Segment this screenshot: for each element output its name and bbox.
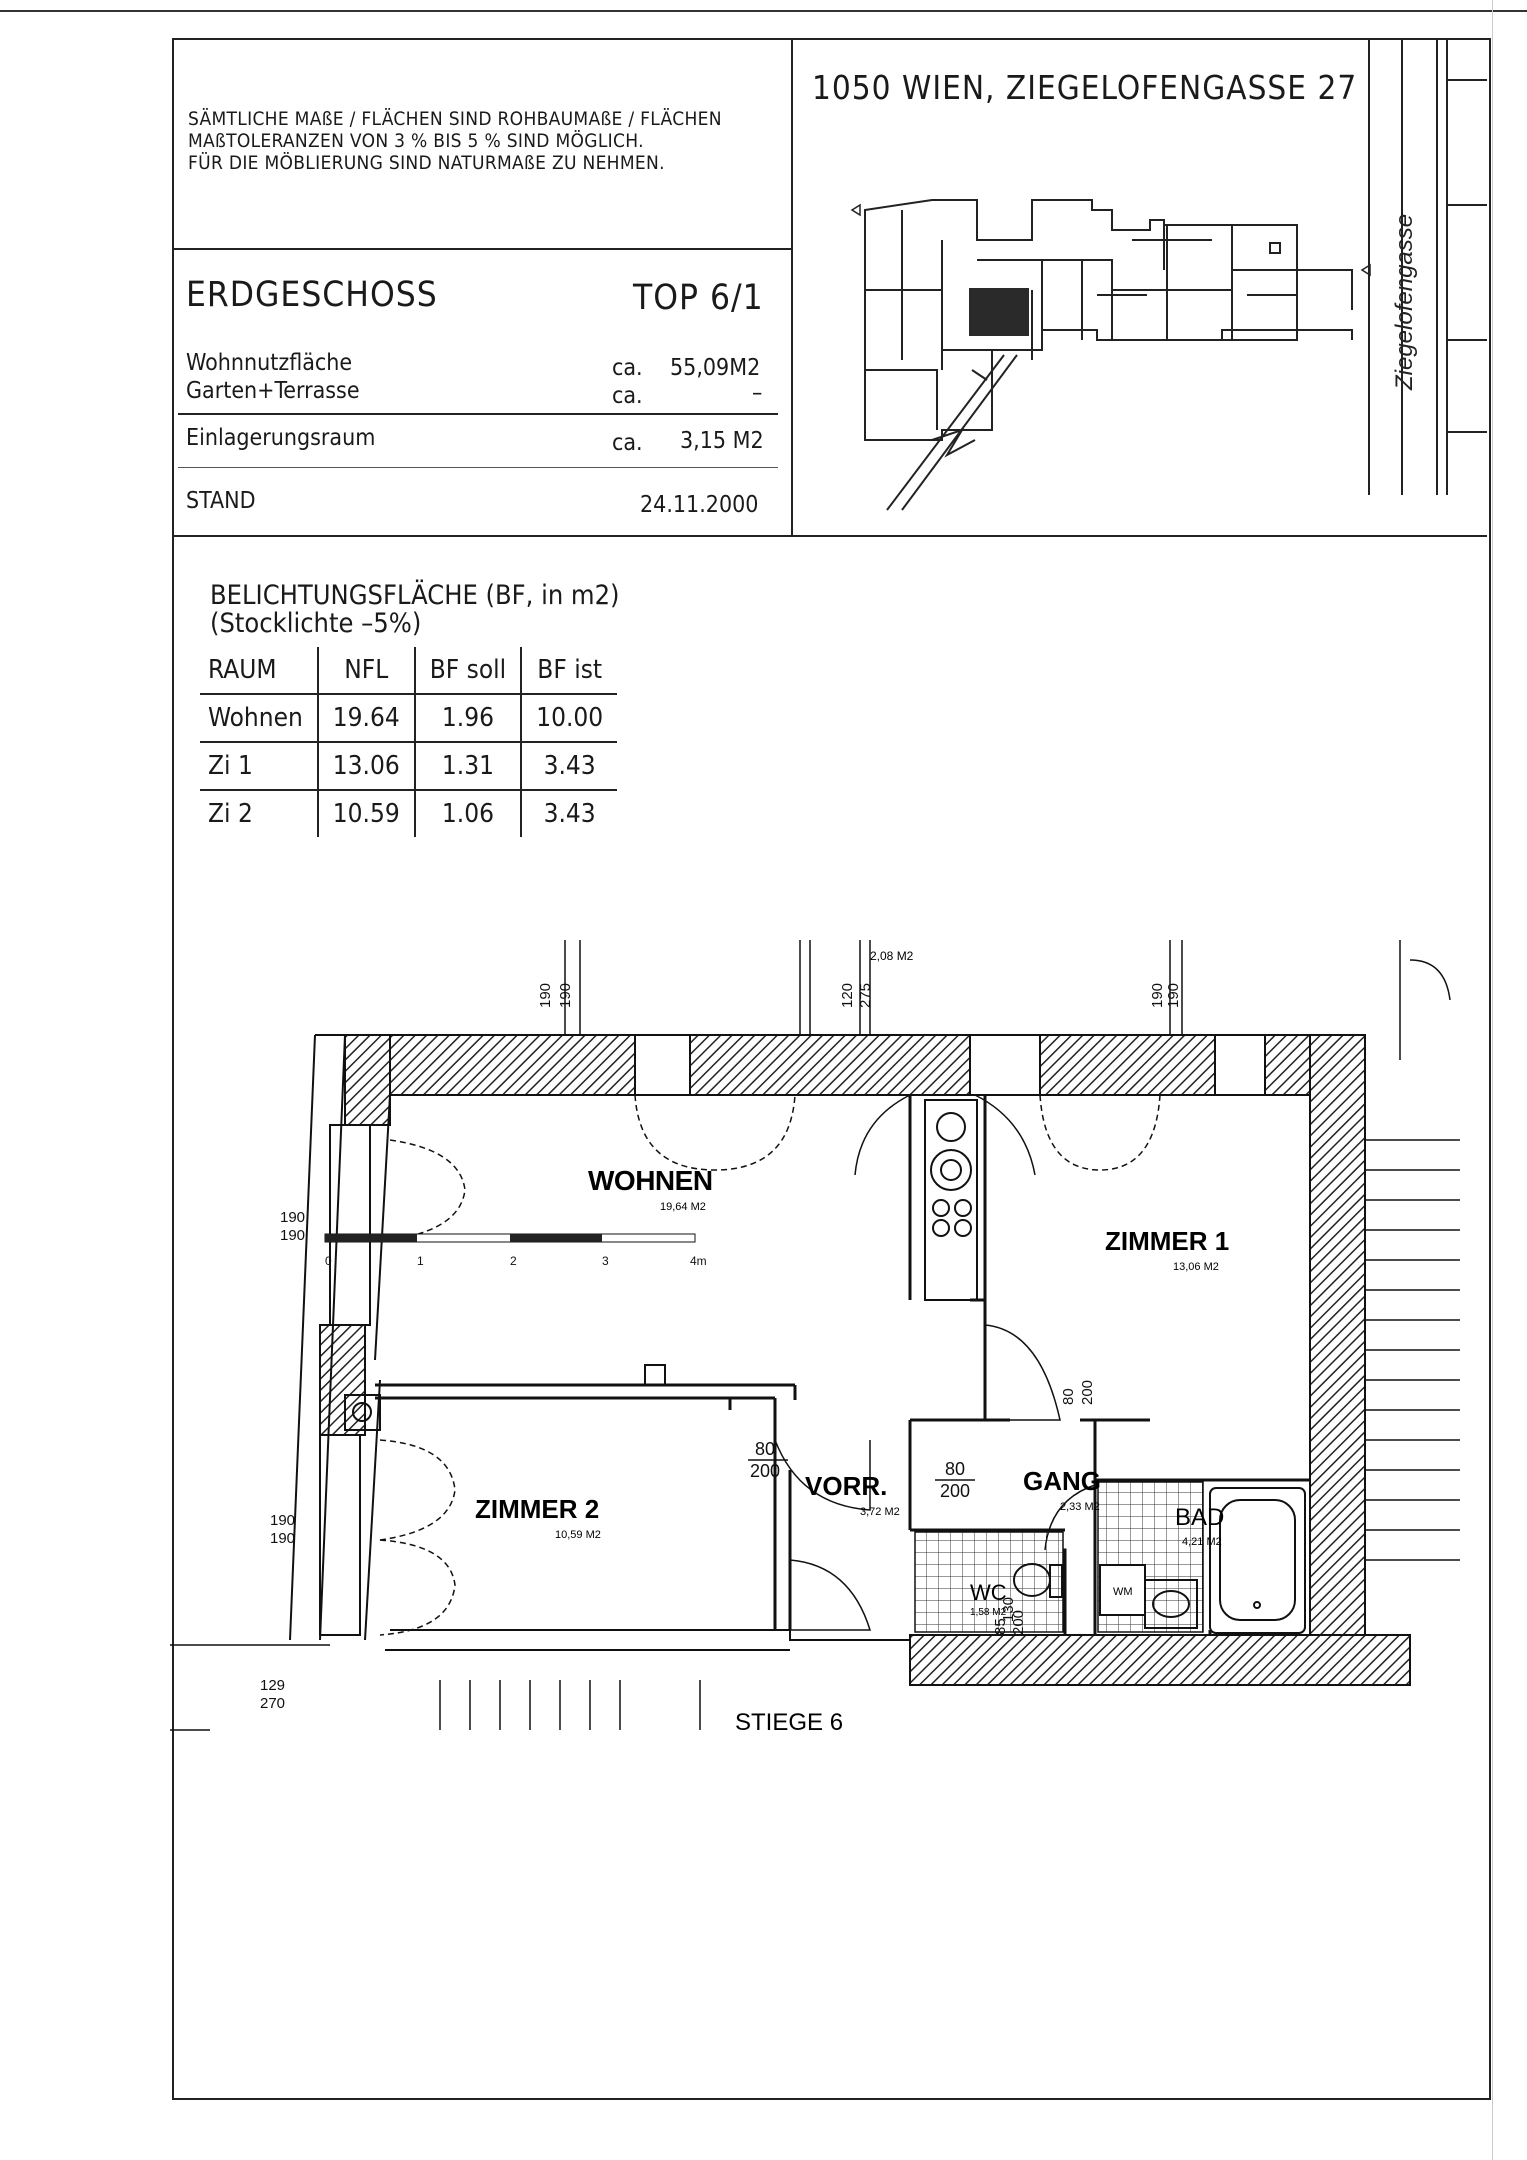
scale-tick: 0 (325, 1254, 332, 1268)
room-gang: GANG (1023, 1466, 1101, 1496)
loggia-area: 2,08 M2 (870, 949, 914, 963)
room-vorr-area: 3,72 M2 (860, 1506, 900, 1518)
bf-subtitle: (Stocklichte –5%) (210, 608, 422, 639)
street-name: Ziegelofengasse (1391, 213, 1418, 390)
bf-col-ist: BF ist (537, 655, 603, 685)
einlagerung-ca: ca. (612, 430, 643, 456)
stand-date: 24.11.2000 (640, 492, 759, 518)
dim-label: 190 (280, 1209, 306, 1226)
bf-cell: 10.00 (536, 703, 604, 733)
garten-label: Garten+Terrasse (186, 378, 360, 404)
room-zimmer2-area: 10,59 M2 (555, 1529, 601, 1541)
top-edge-line (0, 10, 1527, 12)
bf-col-nfl: NFL (318, 647, 415, 694)
dim-label: 190 (270, 1530, 296, 1547)
room-gang-area: 2,33 M2 (1060, 1501, 1100, 1513)
room-zimmer1: ZIMMER 1 (1105, 1226, 1230, 1256)
note-line-3: FÜR DIE MÖBLIERUNG SIND NATURMAßE ZU NEHMEN. (188, 152, 665, 174)
dim-label: 120 (839, 982, 856, 1008)
site-plan (792, 40, 1487, 535)
room-wohnen-area: 19,64 M2 (660, 1201, 706, 1213)
stand-divider (178, 467, 778, 468)
dim-label: 80 (1060, 1388, 1077, 1405)
einlagerung-label: Einlagerungsraum (186, 425, 376, 451)
measurement-note (188, 108, 768, 174)
scale-tick: 1 (417, 1254, 424, 1268)
bf-header-row (200, 647, 617, 694)
dim-label: 130 (1000, 1596, 1017, 1622)
bf-cell: 3.43 (543, 799, 596, 829)
dim-label: 200 (940, 1481, 971, 1501)
floor-plan (170, 940, 1480, 1740)
dim-label: 275 (857, 982, 874, 1008)
stand-label: STAND (186, 488, 256, 514)
dim-label: 190 (280, 1227, 306, 1244)
room-wohnen: WOHNEN (588, 1165, 713, 1196)
scale-tick: 4m (690, 1254, 707, 1268)
room-bad-area: 4,21 M2 (1182, 1536, 1222, 1548)
kitchen-counter (925, 1100, 977, 1300)
wm-label: WM (1113, 1586, 1133, 1598)
stiege-label: STIEGE 6 (735, 1709, 844, 1736)
dim-label: 270 (260, 1695, 286, 1712)
unit-number: TOP 6/1 (633, 278, 764, 318)
bf-cell: 3.43 (543, 751, 596, 781)
walls-hatched (320, 1035, 1410, 1685)
dim-label: 129 (260, 1677, 286, 1694)
dim-label: 190 (270, 1512, 296, 1529)
table-row (200, 790, 617, 837)
dim-label: 190 (1149, 982, 1166, 1008)
room-bad: BAD (1175, 1504, 1225, 1531)
dim-label: 190 (1165, 982, 1182, 1008)
dim-label: 200 (1010, 1609, 1027, 1635)
dim-label: 85 (992, 1618, 1009, 1635)
bf-cell: Zi 2 (200, 790, 318, 837)
room-zimmer2: ZIMMER 2 (475, 1494, 600, 1524)
street-lines (1369, 40, 1487, 495)
bf-cell: Wohnen (200, 694, 318, 742)
bf-cell: 13.06 (318, 742, 415, 790)
room-zimmer1-area: 13,06 M2 (1173, 1261, 1219, 1273)
dim-label: 190 (557, 982, 574, 1008)
garten-value: – (752, 380, 763, 406)
garten-ca: ca. (612, 383, 643, 409)
header-divider (172, 535, 1487, 537)
room-wc: WC (970, 1580, 1007, 1605)
note-line-2: MAßTOLERANZEN VON 3 % BIS 5 % SIND MÖGLICH. (188, 130, 644, 152)
dim-label: 200 (750, 1461, 781, 1481)
area-divider (178, 413, 778, 415)
scale-tick: 3 (602, 1254, 609, 1268)
bf-col-raum: RAUM (200, 647, 318, 694)
scale-bar (325, 1234, 695, 1242)
address: 1050 WIEN, ZIEGELOFENGASSE 27 (812, 68, 1358, 107)
unit-highlight (969, 288, 1029, 336)
einlagerung-value: 3,15 M2 (680, 428, 764, 454)
note-line-1: SÄMTLICHE MAßE / FLÄCHEN SIND ROHBAUMAßE / FLÄCHEN (188, 108, 722, 130)
site-buildings (865, 200, 1352, 440)
bf-table (200, 647, 617, 837)
north-arrow (887, 355, 1017, 510)
dim-label: 80 (755, 1439, 776, 1459)
bf-cell: 1.06 (415, 790, 521, 837)
bf-cell: 1.31 (415, 742, 521, 790)
bf-cell: 10.59 (318, 790, 415, 837)
dim-label: 80 (945, 1459, 966, 1479)
bf-title: BELICHTUNGSFLÄCHE (BF, in m2) (210, 580, 620, 611)
wohnnutzflaeche-value: 55,09M2 (670, 355, 761, 381)
bf-cell: Zi 1 (200, 742, 318, 790)
room-vorr: VORR. (805, 1471, 888, 1501)
floor-title: ERDGESCHOSS (186, 275, 438, 315)
room-wc-area: 1,58 M2 (970, 1607, 1007, 1618)
bf-cell: 1.96 (415, 694, 521, 742)
wohnnutzflaeche-label: Wohnnutzfläche (186, 350, 353, 376)
bf-col-soll: BF soll (415, 647, 521, 694)
table-row (200, 694, 617, 742)
bf-cell: 19.64 (318, 694, 415, 742)
scan-edge (1492, 0, 1493, 2160)
dim-label: 190 (537, 982, 554, 1008)
wohnnutzflaeche-ca: ca. (612, 355, 643, 381)
scale-tick: 2 (510, 1254, 517, 1268)
table-row (200, 742, 617, 790)
dim-label: 200 (1079, 1379, 1096, 1405)
